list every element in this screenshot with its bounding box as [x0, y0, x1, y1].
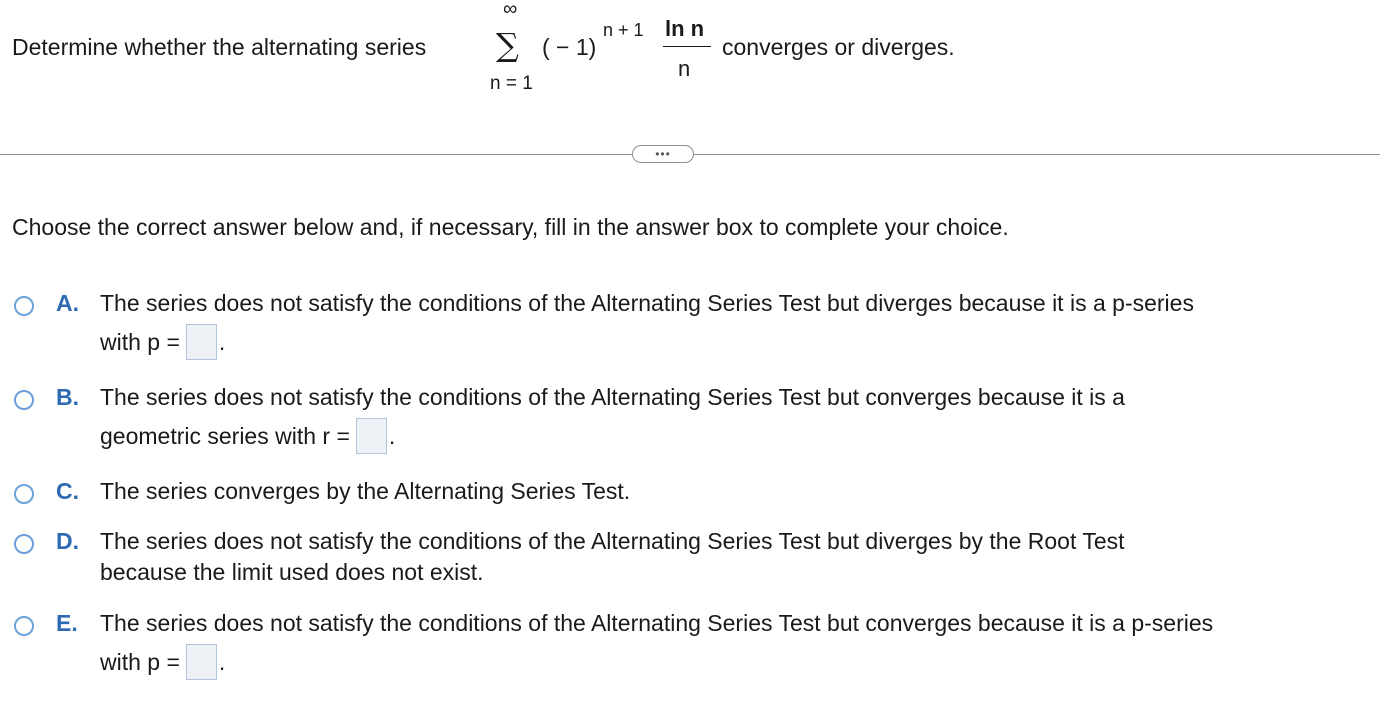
option-e[interactable] [14, 610, 1374, 684]
option-letter: B. [56, 384, 79, 410]
radio-option-b[interactable] [14, 390, 34, 410]
fraction [663, 16, 713, 86]
fraction-bar [663, 46, 711, 47]
answer-period: . [218, 329, 226, 356]
expand-more-button[interactable] [632, 145, 694, 163]
option-text: The series does not satisfy the conditions of the Alternating Series Test but converges because it is a p-series [100, 610, 1214, 636]
answer-box-p[interactable] [186, 324, 217, 360]
option-letter: C. [56, 478, 79, 504]
option-letter: E. [56, 610, 78, 636]
alternating-base: ( − 1) [542, 34, 597, 60]
option-text-line2: because the limit used does not exist. [100, 559, 484, 585]
answer-label: geometric series with r = [100, 423, 350, 450]
instruction-text: Choose the correct answer below and, if necessary, fill in the answer box to complete your choice. [12, 214, 1009, 240]
fraction-denominator: n [678, 56, 691, 81]
answer-box-p[interactable] [186, 644, 217, 680]
answer-period: . [218, 649, 226, 676]
sigma-symbol: ∑ [496, 26, 519, 64]
question-prefix: Determine whether the alternating series [12, 34, 427, 60]
alternating-exponent: n + 1 [603, 20, 644, 40]
fraction-numerator: ln n [665, 16, 705, 41]
question-suffix: converges or diverges. [722, 34, 955, 60]
question-prompt [12, 0, 1012, 110]
radio-option-a[interactable] [14, 296, 34, 316]
option-text-line2 [100, 420, 395, 456]
answer-label: with p = [100, 329, 180, 356]
option-letter: D. [56, 528, 79, 554]
option-text: The series does not satisfy the conditions of the Alternating Series Test but diverges because it is a p-series [100, 290, 1194, 316]
option-text-line2 [100, 326, 225, 362]
answer-box-r[interactable] [356, 418, 387, 454]
option-a[interactable] [14, 290, 1374, 364]
ellipsis-icon: ••• [655, 147, 671, 161]
summation [486, 0, 546, 100]
option-letter: A. [56, 290, 79, 316]
radio-option-c[interactable] [14, 484, 34, 504]
option-text: The series converges by the Alternating Series Test. [100, 478, 631, 504]
option-b[interactable] [14, 384, 1374, 458]
radio-option-d[interactable] [14, 534, 34, 554]
option-text-line2 [100, 646, 225, 682]
option-text: The series does not satisfy the conditions of the Alternating Series Test but diverges by the Root Test [100, 528, 1125, 554]
option-c[interactable] [14, 478, 1374, 510]
option-d[interactable] [14, 528, 1374, 592]
sum-lower-limit: n = 1 [490, 73, 533, 94]
option-text: The series does not satisfy the conditions of the Alternating Series Test but converges because it is a [100, 384, 1125, 410]
answer-period: . [388, 423, 396, 450]
radio-option-e[interactable] [14, 616, 34, 636]
sum-upper-limit: ∞ [503, 0, 518, 20]
answer-label: with p = [100, 649, 180, 676]
